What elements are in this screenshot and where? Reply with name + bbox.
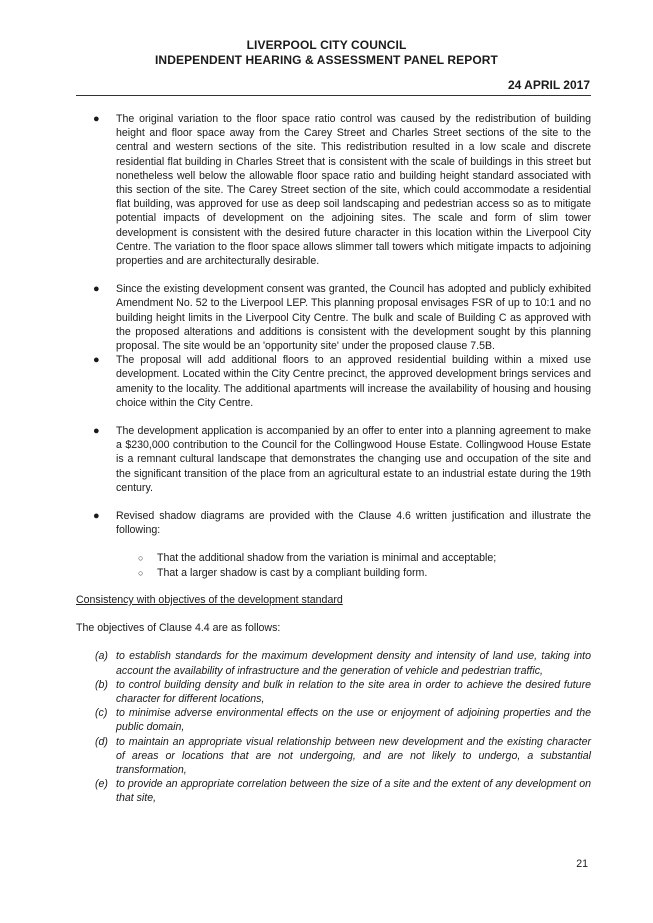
- objective-item: [76, 706, 591, 734]
- sub-list-text: That a larger shadow is cast by a compliant building form.: [157, 566, 428, 579]
- sub-list-item: [76, 566, 591, 580]
- bullet-item: [76, 424, 591, 495]
- bullet-text: The proposal will add additional floors to an approved residential building within a mixed use development. Located within the City Centre precinct, the approved development brings services and amenity to the locality. The additional apartments will increase the availability of housing and housing choice within the City Centre.: [116, 354, 591, 409]
- bullet-text: The original variation to the floor space ratio control was caused by the redistribution of building height and floor space away from the Carey Street and Charles Street sections of the site to the central and western sections of the site. This redistribution resulted in a low scale and discrete residential flat building in Charles Street that is consistent with the scale of buildings in this street but nonetheless well below the allowable floor space ratio and building height standard associated with this section of the site. The Carey Street section of the site, which could accommodate a residential flat building, was approved for use as deep soil landscaping and pedestrian access so as to mitigate potential impacts of development on the adjoining sites. The scale and form of slim tower development is consistent with the desired future character in this location within the Liverpool City Centre. The variation to the floor space allows slimmer tall towers which mitigate impacts to adjoining properties and are architecturally desirable.: [116, 113, 591, 268]
- bullet-text: Since the existing development consent was granted, the Council has adopted and publicly exhibited Amendment No. 52 to the Liverpool LEP. This planning proposal envisages FSR of up to 10:1 and no building height limits in the Liverpool City Centre. The bulk and scale of Building C as approved with the proposed alterations and additions is consistent with the development sought by this planning proposal. The site would be an 'opportunity site' under the proposed clause 7.5B.: [116, 283, 591, 353]
- objective-item: [76, 777, 591, 805]
- report-date: 24 APRIL 2017: [507, 78, 590, 92]
- objective-label: (c): [95, 707, 108, 720]
- report-header: [0, 38, 653, 68]
- report-title: INDEPENDENT HEARING & ASSESSMENT PANEL REPORT: [155, 53, 498, 67]
- bullet-icon: ●: [93, 510, 100, 523]
- objective-item: [76, 649, 591, 677]
- hollow-bullet-icon: ○: [138, 567, 144, 578]
- bullet-icon: ●: [93, 354, 100, 367]
- bullet-icon: ●: [93, 113, 100, 125]
- objective-label: (a): [95, 650, 108, 663]
- objective-label: (e): [95, 778, 108, 791]
- council-name: LIVERPOOL CITY COUNCIL: [246, 38, 407, 52]
- report-body: [76, 112, 591, 806]
- objective-label: (b): [95, 678, 108, 691]
- header-divider: [76, 95, 591, 96]
- objective-label: (d): [95, 735, 108, 748]
- intro-paragraph: The objectives of Clause 4.4 are as follows:: [76, 622, 281, 635]
- objective-item: [76, 678, 591, 706]
- objective-text: to maintain an appropriate visual relationship between new development and the existing character of areas or locations that are not undergoing, and are not likely to undergo, a substantial transformation,: [116, 735, 591, 776]
- section-heading: Consistency with objectives of the development standard: [76, 593, 343, 606]
- hollow-bullet-icon: ○: [138, 553, 144, 564]
- bullet-icon: ●: [93, 425, 100, 438]
- sub-list-item: [76, 551, 591, 565]
- shadow-sub-list: [76, 551, 591, 579]
- objective-text: to establish standards for the maximum development density and intensity of land use, taking into account the availability of infrastructure and the generation of vehicle and pedestrian traffic,: [116, 650, 591, 677]
- page-number: 21: [576, 858, 588, 870]
- bullet-text: The development application is accompanied by an offer to enter into a planning agreement to make a $230,000 contribution to the Council for the Collingwood House Estate. Collingwood House Estate is a remnant cultural landscape that demonstrates the changing use and occupation of the site and the significant transition of the place from an agricultural estate to an industrial estate during the 19th century.: [116, 425, 591, 494]
- objective-text: to control building density and bulk in relation to the site area in order to achieve the desired future character for different locations,: [116, 678, 591, 705]
- bullet-item: [76, 353, 591, 410]
- bullet-item: [76, 112, 591, 268]
- bullet-item: [76, 509, 591, 537]
- bullet-text: Revised shadow diagrams are provided with the Clause 4.6 written justification and illustrate the following:: [116, 510, 591, 537]
- objective-item: [76, 735, 591, 778]
- objective-text: to provide an appropriate correlation between the size of a site and the extent of any development on that site,: [116, 778, 591, 805]
- justification-bullets: [76, 112, 591, 537]
- objectives-list: [76, 649, 591, 805]
- objective-text: to minimise adverse environmental effects on the use or enjoyment of adjoining properties and the public domain,: [116, 707, 591, 734]
- sub-list-text: That the additional shadow from the variation is minimal and acceptable;: [157, 552, 497, 565]
- bullet-icon: ●: [93, 283, 100, 296]
- bullet-item: [76, 282, 591, 353]
